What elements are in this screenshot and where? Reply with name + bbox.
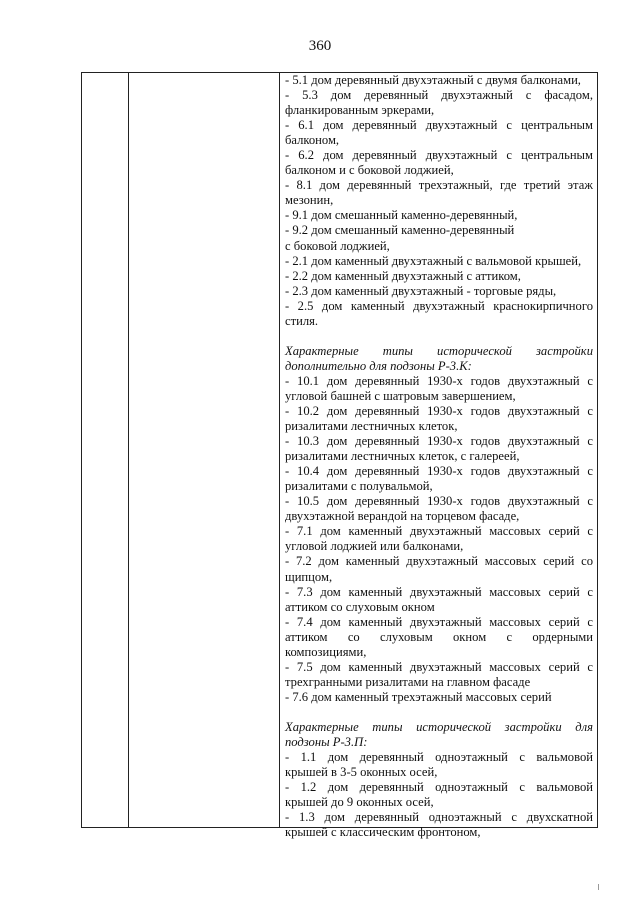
text-line: - 2.1 дом каменный двухэтажный с вальмовой крышей,	[285, 253, 582, 268]
text-line: - 7.3 дом каменный двухэтажный массовых серий с	[285, 584, 593, 599]
subzone-rk-list	[285, 374, 593, 705]
scan-mark	[598, 884, 599, 890]
text-line: подзоны Р-3.П:	[285, 734, 368, 749]
subzone-rp-heading	[285, 720, 593, 750]
text-line: - 10.1 дом деревянный 1930-х годов двухэтажный с	[285, 373, 593, 388]
text-line: - 5.1 дом деревянный двухэтажный с двумя балконами,	[285, 73, 581, 87]
column-divider	[279, 73, 280, 827]
text-line: мезонин,	[285, 193, 334, 208]
text-line: - 7.2 дом каменный двухэтажный массовых серий со	[285, 554, 593, 569]
text-line: двухэтажной верандой на торцевом фасаде,	[285, 509, 520, 524]
text-line: - 1.1 дом деревянный одноэтажный с вальмовой	[285, 750, 593, 765]
text-line: - 6.1 дом деревянный двухэтажный с центральным	[285, 118, 593, 133]
text-line: - 2.5 дом каменный двухэтажный краснокирпичного	[285, 298, 593, 313]
text-line: угловой башней с шатровым завершением,	[285, 388, 516, 403]
text-line: крышей в 3-5 оконных осей,	[285, 765, 438, 780]
text-line: композициями,	[285, 644, 367, 659]
text-line: - 10.5 дом деревянный 1930-х годов двухэтажный с	[285, 494, 593, 509]
text-line: - 8.1 дом деревянный трехэтажный, где третий этаж	[285, 178, 593, 193]
text-line: - 2.2 дом каменный двухэтажный с аттиком,	[285, 268, 521, 283]
building-types-list	[285, 73, 593, 329]
text-line: - 10.3 дом деревянный 1930-х годов двухэтажный с	[285, 434, 593, 449]
text-line: Характерные типы исторической застройки	[285, 343, 593, 358]
text-line: крышей с классическим фронтоном,	[285, 825, 481, 840]
text-line: - 7.6 дом каменный трехэтажный массовых серий	[285, 689, 552, 704]
text-line: - 7.5 дом каменный двухэтажный массовых серий с	[285, 659, 593, 674]
text-line: - 10.2 дом деревянный 1930-х годов двухэтажный с	[285, 403, 593, 418]
document-table	[81, 72, 598, 840]
text-line: аттиком со слуховым окном	[285, 599, 435, 614]
paragraph-gap	[285, 705, 593, 720]
text-line: ризалитами лестничных клеток, с галереей,	[285, 449, 520, 464]
text-line: щипцом,	[285, 569, 333, 584]
text-line: - 10.4 дом деревянный 1930-х годов двухэтажный с	[285, 464, 593, 479]
text-line: - 1.2 дом деревянный одноэтажный с вальмовой	[285, 780, 593, 795]
text-line: аттиком со слуховым окном с ордерными	[285, 629, 593, 644]
text-line: - 1.3 дом деревянный одноэтажный с двухскатной	[285, 810, 593, 825]
text-line: - 5.3 дом деревянный двухэтажный с фасадом,	[285, 88, 593, 103]
text-line: стиля.	[285, 313, 319, 328]
subzone-rp-list	[285, 750, 593, 840]
text-line: Характерные типы исторической застройки для	[285, 719, 593, 734]
subzone-rk-heading	[285, 344, 593, 374]
text-line: - 2.3 дом каменный двухэтажный - торговые ряды,	[285, 283, 557, 298]
text-line: - 7.1 дом каменный двухэтажный массовых серий с	[285, 524, 593, 539]
text-line: угловой лоджией или балконами,	[285, 539, 464, 554]
text-line: трехгранными ризалитами на главном фасаде	[285, 674, 531, 689]
text-line: - 7.4 дом каменный двухэтажный массовых серий с	[285, 614, 593, 629]
table-cell-content	[285, 73, 593, 840]
paragraph-gap	[285, 329, 593, 344]
text-line: - 9.2 дом смешанный каменно-деревянный	[285, 223, 515, 238]
text-line: ризалитами с полувальмой,	[285, 479, 433, 494]
page-number: 360	[308, 38, 332, 54]
text-line: фланкированным эркерами,	[285, 103, 435, 118]
text-line: - 9.1 дом смешанный каменно-деревянный,	[285, 208, 518, 223]
text-line: - 6.2 дом деревянный двухэтажный с центральным	[285, 148, 593, 163]
text-line: дополнительно для подзоны Р-3.К:	[285, 358, 472, 373]
column-divider	[128, 73, 129, 827]
text-line: крышей до 9 оконных осей,	[285, 795, 434, 810]
text-line: ризалитами лестничных клеток,	[285, 419, 458, 434]
text-line: балконом и с боковой лоджией,	[285, 163, 454, 178]
text-line: балконом,	[285, 133, 340, 148]
text-line: с боковой лоджией,	[285, 238, 390, 253]
